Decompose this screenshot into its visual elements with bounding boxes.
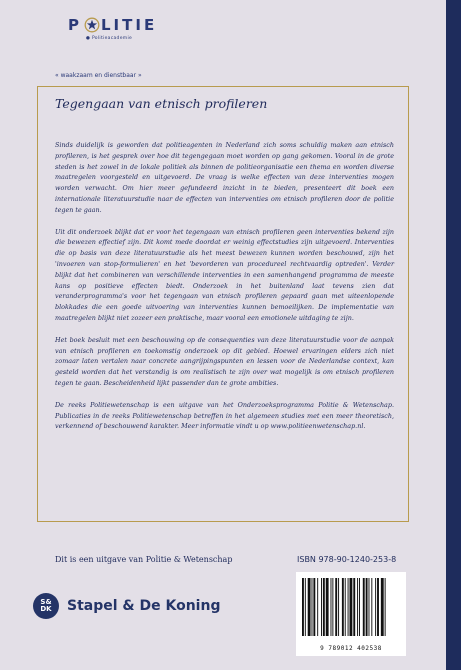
barcode-bar — [317, 578, 318, 636]
paragraph: Uit dit onderzoek blijkt dat er voor het tegengaan van etnisch profileren geen interventies bekend zijn die bewezen effectief zijn. Dit komt mede doordat er weinig effectstudies zijn uitgevoerd. Interventies die op basis van deze literatuurstudie als het meest bewezen kunnen worden beschouwd, zijn het 'invoeren van stop-formulieren' en het 'bevorderen van procedureel rechtvaardig optreden'. Verder blijkt dat het combineren van verschillende interventies in een samenhangend programma de meeste kans op positieve effecten biedt. Onderzoek in het buitenland laat tevens zien dat veranderprogramma's voor het tegengaan van etnisch profileren gepaard gaan met uiteenlopende blokkades die een goede uitvoering van interventies kunnen bemoeilijken. De implementatie van maatregelen blijkt niet zozeer een praktische, maar vooral een emotionele uitdaging te zijn. — [55, 227, 394, 322]
barcode-bars — [296, 572, 406, 642]
logo-wordmark — [68, 16, 198, 34]
barcode-bar — [353, 578, 355, 636]
barcode-bar — [312, 578, 313, 636]
barcode-digits: 9 789012 402538 — [320, 645, 382, 652]
barcode-bar — [331, 578, 332, 636]
sdk-badge-bottom: DK — [40, 605, 52, 613]
barcode-bar — [326, 578, 329, 636]
series-note: De reeks Politiewetenschap is een uitgave van het Onderzoeksprogramma Politie & Wetenschap. Publicaties in de reeks Politiewetenschap betreffen in het algemeen studies met een meer theoretisch, verkennend of beschouwend karakter. Meer informatie vindt u op www.politieenwetenschap.nl. — [55, 400, 394, 431]
isbn-number: ISBN 978-90-1240-253-8 — [297, 555, 397, 564]
barcode-bar — [313, 578, 315, 636]
barcode-bar — [302, 578, 304, 636]
barcode-bar — [332, 578, 333, 636]
barcode-bar — [335, 578, 337, 636]
barcode-bar — [321, 578, 322, 636]
barcode-bar — [371, 578, 372, 636]
barcode-bar — [338, 578, 339, 636]
logo-word-suffix: LITIE — [101, 16, 158, 34]
publisher-line: Dit is een uitgave van Politie & Wetenschap — [55, 555, 233, 564]
barcode-bar — [323, 578, 325, 636]
publisher-logo — [33, 593, 220, 619]
barcode-bar — [308, 578, 311, 636]
politie-logo — [68, 16, 198, 41]
barcode-bar — [385, 578, 386, 636]
barcode-bar — [375, 578, 376, 636]
barcode-bar — [381, 578, 384, 636]
blurb-text — [55, 140, 394, 443]
barcode-bar — [359, 578, 360, 636]
barcode-bar — [377, 578, 379, 636]
paragraph: Het boek besluit met een beschouwing op de consequenties van deze literatuurstudie voor de aanpak van etnisch profileren en toekomstig onderzoek op dit gebied. Hoewel ervaringen elders zich niet zomaar laten vertalen naar concrete aangrijpingspunten en lessen voor de Nederlandse context, kan gesteld worden dat het verstandig is om realistisch te zijn over wat mogelijk is om etnisch profileren tegen te gaan. Bescheidenheid lijkt passender dan te grote ambities. — [55, 335, 394, 387]
barcode-bar — [345, 578, 346, 636]
motto-tagline: « waakzaam en dienstbaar » — [55, 72, 142, 79]
barcode-bar — [363, 578, 365, 636]
barcode-bar — [366, 578, 368, 636]
sdk-badge-icon — [33, 593, 59, 619]
logo-subtitle: ● Politieacademie — [86, 36, 133, 41]
barcode-bar — [348, 578, 349, 636]
barcode-bar — [369, 578, 370, 636]
barcode-bar — [305, 578, 306, 636]
publisher-name: Stapel & De Koning — [67, 598, 221, 614]
barcode — [296, 572, 406, 656]
barcode-bar — [357, 578, 358, 636]
navy-side-stripe — [446, 0, 461, 670]
paragraph: Sinds duidelijk is geworden dat politieagenten in Nederland zich soms schuldig maken aan etnisch profileren, is het gesprek over hoe dit tegengegaan moet worden op gang gekomen. Vooral in de grote steden is het zowel in de lokale politiek als binnen de politieorganisatie een thema en worden diverse maatregelen voorgesteld en uitgevoerd. De vraag is welke effecten van deze interventies mogen worden verwacht. Om hier meer gefundeerd inzicht in te bieden, presenteert dit boek een internationale literatuurstudie naar de effecten van interventies om etnisch profileren door de politie tegen te gaan. — [55, 141, 394, 214]
book-title: Tegengaan van etnisch profileren — [55, 96, 268, 111]
logo-word-prefix: P — [68, 16, 82, 34]
barcode-bar — [342, 578, 344, 636]
police-star-icon — [84, 17, 100, 33]
barcode-bar — [350, 578, 353, 636]
sdk-badge-top: S& — [40, 598, 52, 606]
